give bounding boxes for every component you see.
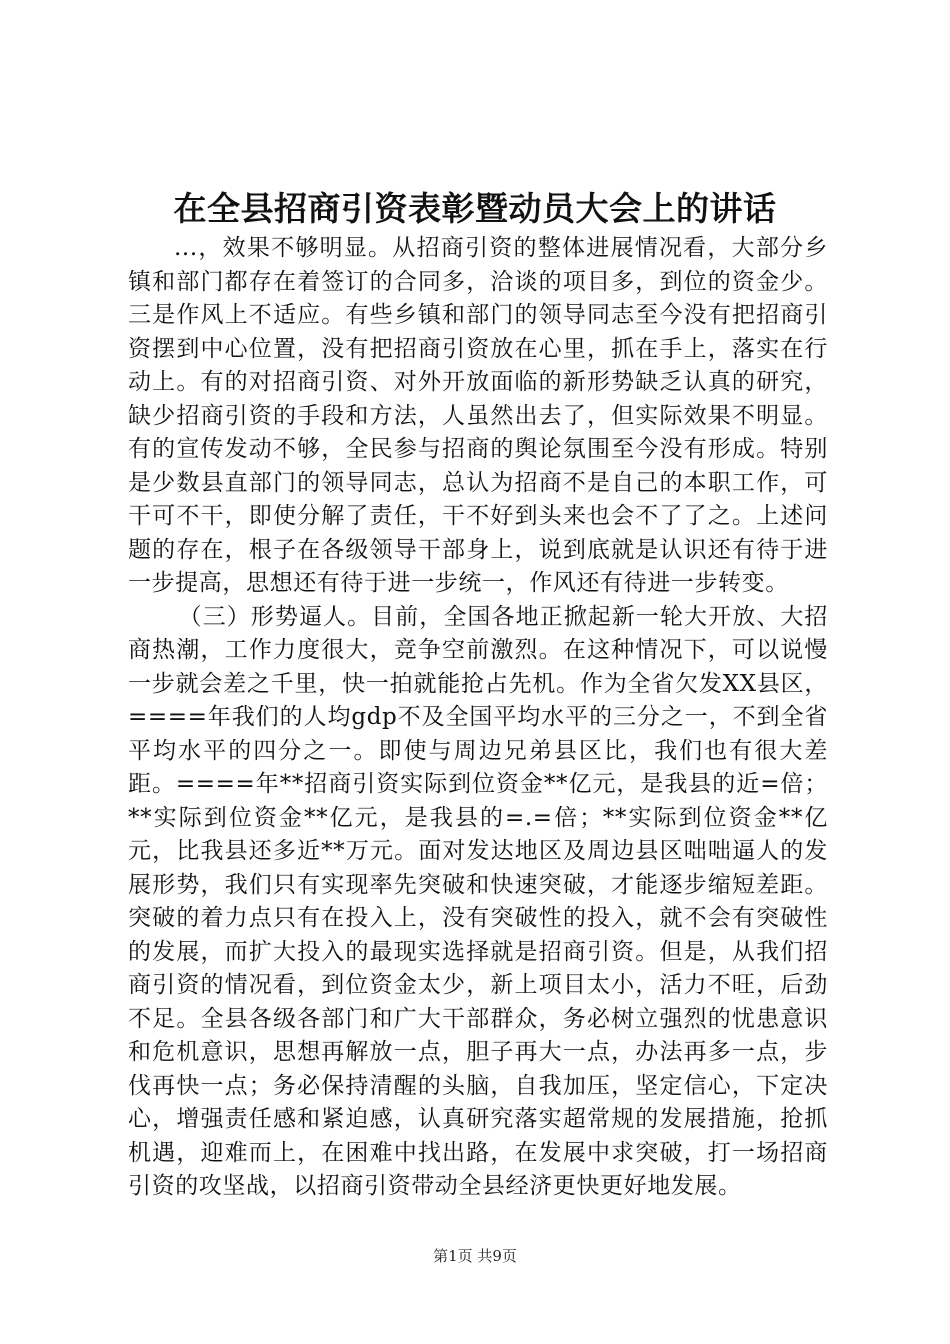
document-body [128, 232, 828, 1204]
body-paragraph: ...，效果不够明显。从招商引资的整体进展情况看，大部分乡镇和部门都存在着签订的合同多，洽谈的项目多，到位的资金少。三是作风上不适应。有些乡镇和部门的领导同志至今没有把招商引资摆到中心位置，没有把招商引资放在心里，抓在手上，落实在行动上。有的对招商引资、对外开放面临的新形势缺乏认真的研究，缺少招商引资的手段和方法，人虽然出去了，但实际效果不明显。有的宣传发动不够，全民参与招商的舆论氛围至今没有形成。特别是少数县直部门的领导同志，总认为招商不是自己的本职工作，可干可不干，即使分解了责任，干不好到头来也会不了了之。上述问题的存在，根子在各级领导干部身上，说到底就是认识还有待于进一步提高，思想还有待于进一步统一，作风还有待进一步转变。 [128, 235, 828, 596]
body-paragraph: （三）形势逼人。目前，全国各地正掀起新一轮大开放、大招商热潮，工作力度很大，竞争空前激烈。在这种情况下，可以说慢一步就会差之千里，快一拍就能抢占先机。作为全省欠发XX县区，====年我们的人均gdp不及全国平均水平的三分之一，不到全省平均水平的四分之一。即使与周边兄弟县区比，我们也有很大差距。====年**招商引资实际到位资金**亿元，是我县的近=倍；**实际到位资金**亿元，是我县的=.=倍；**实际到位资金**亿元，比我县还多近**万元。面对发达地区及周边县区咄咄逼人的发展形势，我们只有实现率先突破和快速突破，才能逐步缩短差距。突破的着力点只有在投入上，没有突破性的投入，就不会有突破性的发展，而扩大投入的最现实选择就是招商引资。但是，从我们招商引资的情况看，到位资金太少，新上项目太小，活力不旺，后劲不足。全县各级各部门和广大干部群众，务必树立强烈的忧患意识和危机意识，思想再解放一点，胆子再大一点，办法再多一点，步伐再快一点；务必保持清醒的头脑，自我加压，坚定信心，下定决心，增强责任感和紧迫感，认真研究落实超常规的发展措施，抢抓机遇，迎难而上，在困难中找出路，在发展中求突破，打一场招商引资的攻坚战，以招商引资带动全县经济更快更好地发展。 [128, 603, 828, 1199]
page-footer [0, 1246, 950, 1266]
document-title: 在全县招商引资表彰暨动员大会上的讲话 [173, 189, 777, 228]
page-indicator: 第1页 共9页 [433, 1247, 517, 1265]
